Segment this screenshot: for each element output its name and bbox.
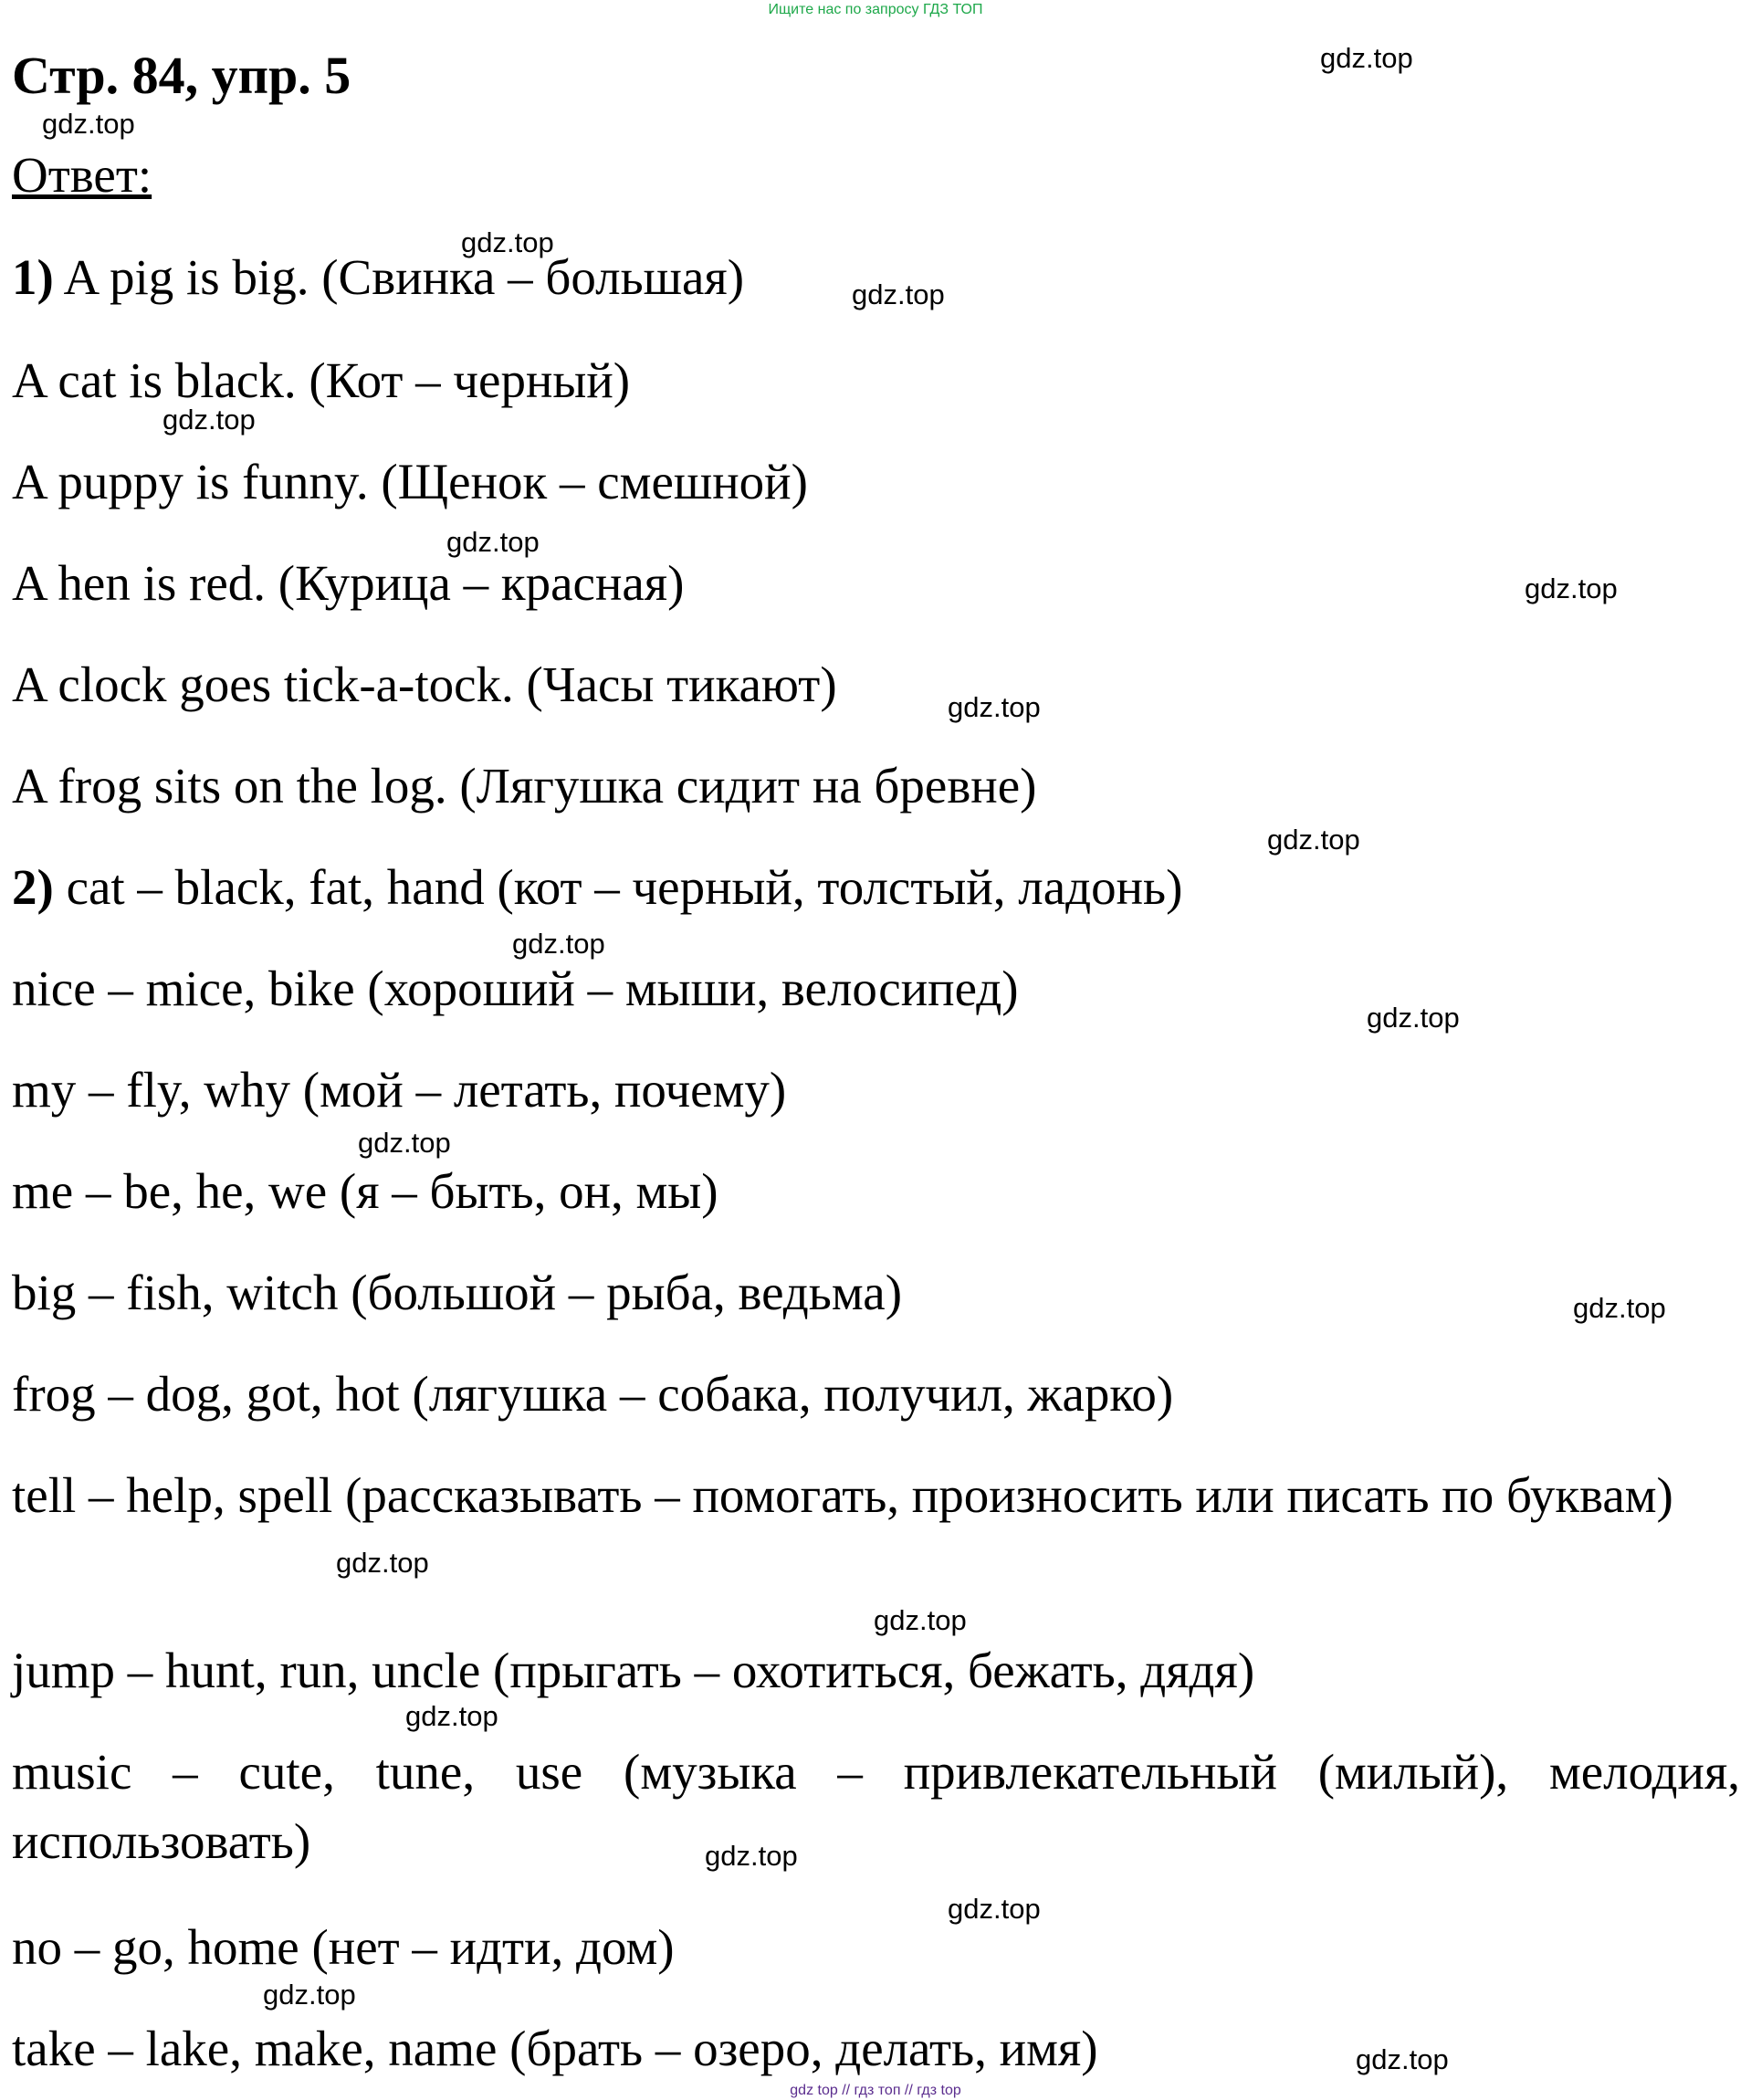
top-banner: Ищите нас по запросу ГДЗ ТОП — [768, 2, 983, 17]
watermark: gdz.top — [948, 691, 1041, 723]
watermark: gdz.top — [405, 1700, 498, 1732]
watermark: gdz.top — [1267, 824, 1360, 856]
part1-line-5: A clock goes tick-a-tock. (Часы тикают) — [12, 656, 837, 712]
part1-line-1 — [12, 247, 744, 309]
part1-text-1: A pig is big. (Свинка – большая) — [63, 249, 745, 305]
footer: gdz top // гдз топ // гдз top — [790, 2083, 961, 2098]
watermark: gdz.top — [1367, 1002, 1460, 1034]
part1-number: 1) — [12, 249, 54, 305]
part2-line-2: nice – mice, bike (хороший – мыши, велосипед) — [12, 961, 1019, 1016]
watermark: gdz.top — [512, 928, 605, 960]
watermark: gdz.top — [263, 1979, 356, 2011]
part2-line-4: me – be, he, we (я – быть, он, мы) — [12, 1163, 718, 1219]
watermark: gdz.top — [336, 1547, 429, 1579]
page-title: Стр. 84, упр. 5 — [12, 46, 351, 105]
part1-line-3: A puppy is funny. (Щенок – смешной) — [12, 454, 808, 509]
part2-line-7: tell – help, spell (рассказывать – помогать, произносить или писать по буквам) — [12, 1467, 1673, 1523]
watermark: gdz.top — [1320, 42, 1413, 74]
part2-line-6: frog – dog, got, hot (лягушка – собака, получил, жарко) — [12, 1366, 1174, 1422]
part2-line-1 — [12, 856, 1182, 919]
watermark: gdz.top — [163, 404, 256, 436]
part2-text-1: cat – black, fat, hand (кот – черный, толстый, ладонь) — [66, 859, 1183, 915]
watermark: gdz.top — [42, 108, 135, 140]
watermark: gdz.top — [461, 226, 554, 258]
watermark: gdz.top — [705, 1840, 798, 1872]
part2-number: 2) — [12, 859, 54, 915]
watermark: gdz.top — [852, 278, 945, 310]
part1-line-6: A frog sits on the log. (Лягушка сидит на бревне) — [12, 758, 1037, 814]
part2-line-9: music – cute, tune, use (музыка – привлекательный (милый), мелодия, использовать) — [12, 1744, 1740, 1869]
watermark: gdz.top — [874, 1604, 967, 1636]
part1-line-2: A cat is black. (Кот – черный) — [12, 352, 631, 408]
watermark: gdz.top — [446, 526, 540, 558]
part2-line-8: jump – hunt, run, uncle (прыгать – охотиться, бежать, дядя) — [12, 1643, 1255, 1698]
watermark: gdz.top — [1525, 572, 1618, 604]
part2-line-3: my – fly, why (мой – летать, почему) — [12, 1062, 787, 1118]
watermark: gdz.top — [1573, 1292, 1666, 1324]
part2-line-11: take – lake, make, name (брать – озеро, делать, имя) — [12, 2021, 1098, 2076]
part2-line-5: big – fish, witch (большой – рыба, ведьма) — [12, 1265, 903, 1320]
part2-line-10: no – go, home (нет – идти, дом) — [12, 1919, 675, 1975]
watermark: gdz.top — [358, 1127, 451, 1159]
watermark: gdz.top — [1356, 2043, 1449, 2075]
answer-label: Ответ: — [12, 147, 152, 203]
watermark: gdz.top — [948, 1893, 1041, 1925]
part1-line-4: A hen is red. (Курица – красная) — [12, 555, 685, 611]
